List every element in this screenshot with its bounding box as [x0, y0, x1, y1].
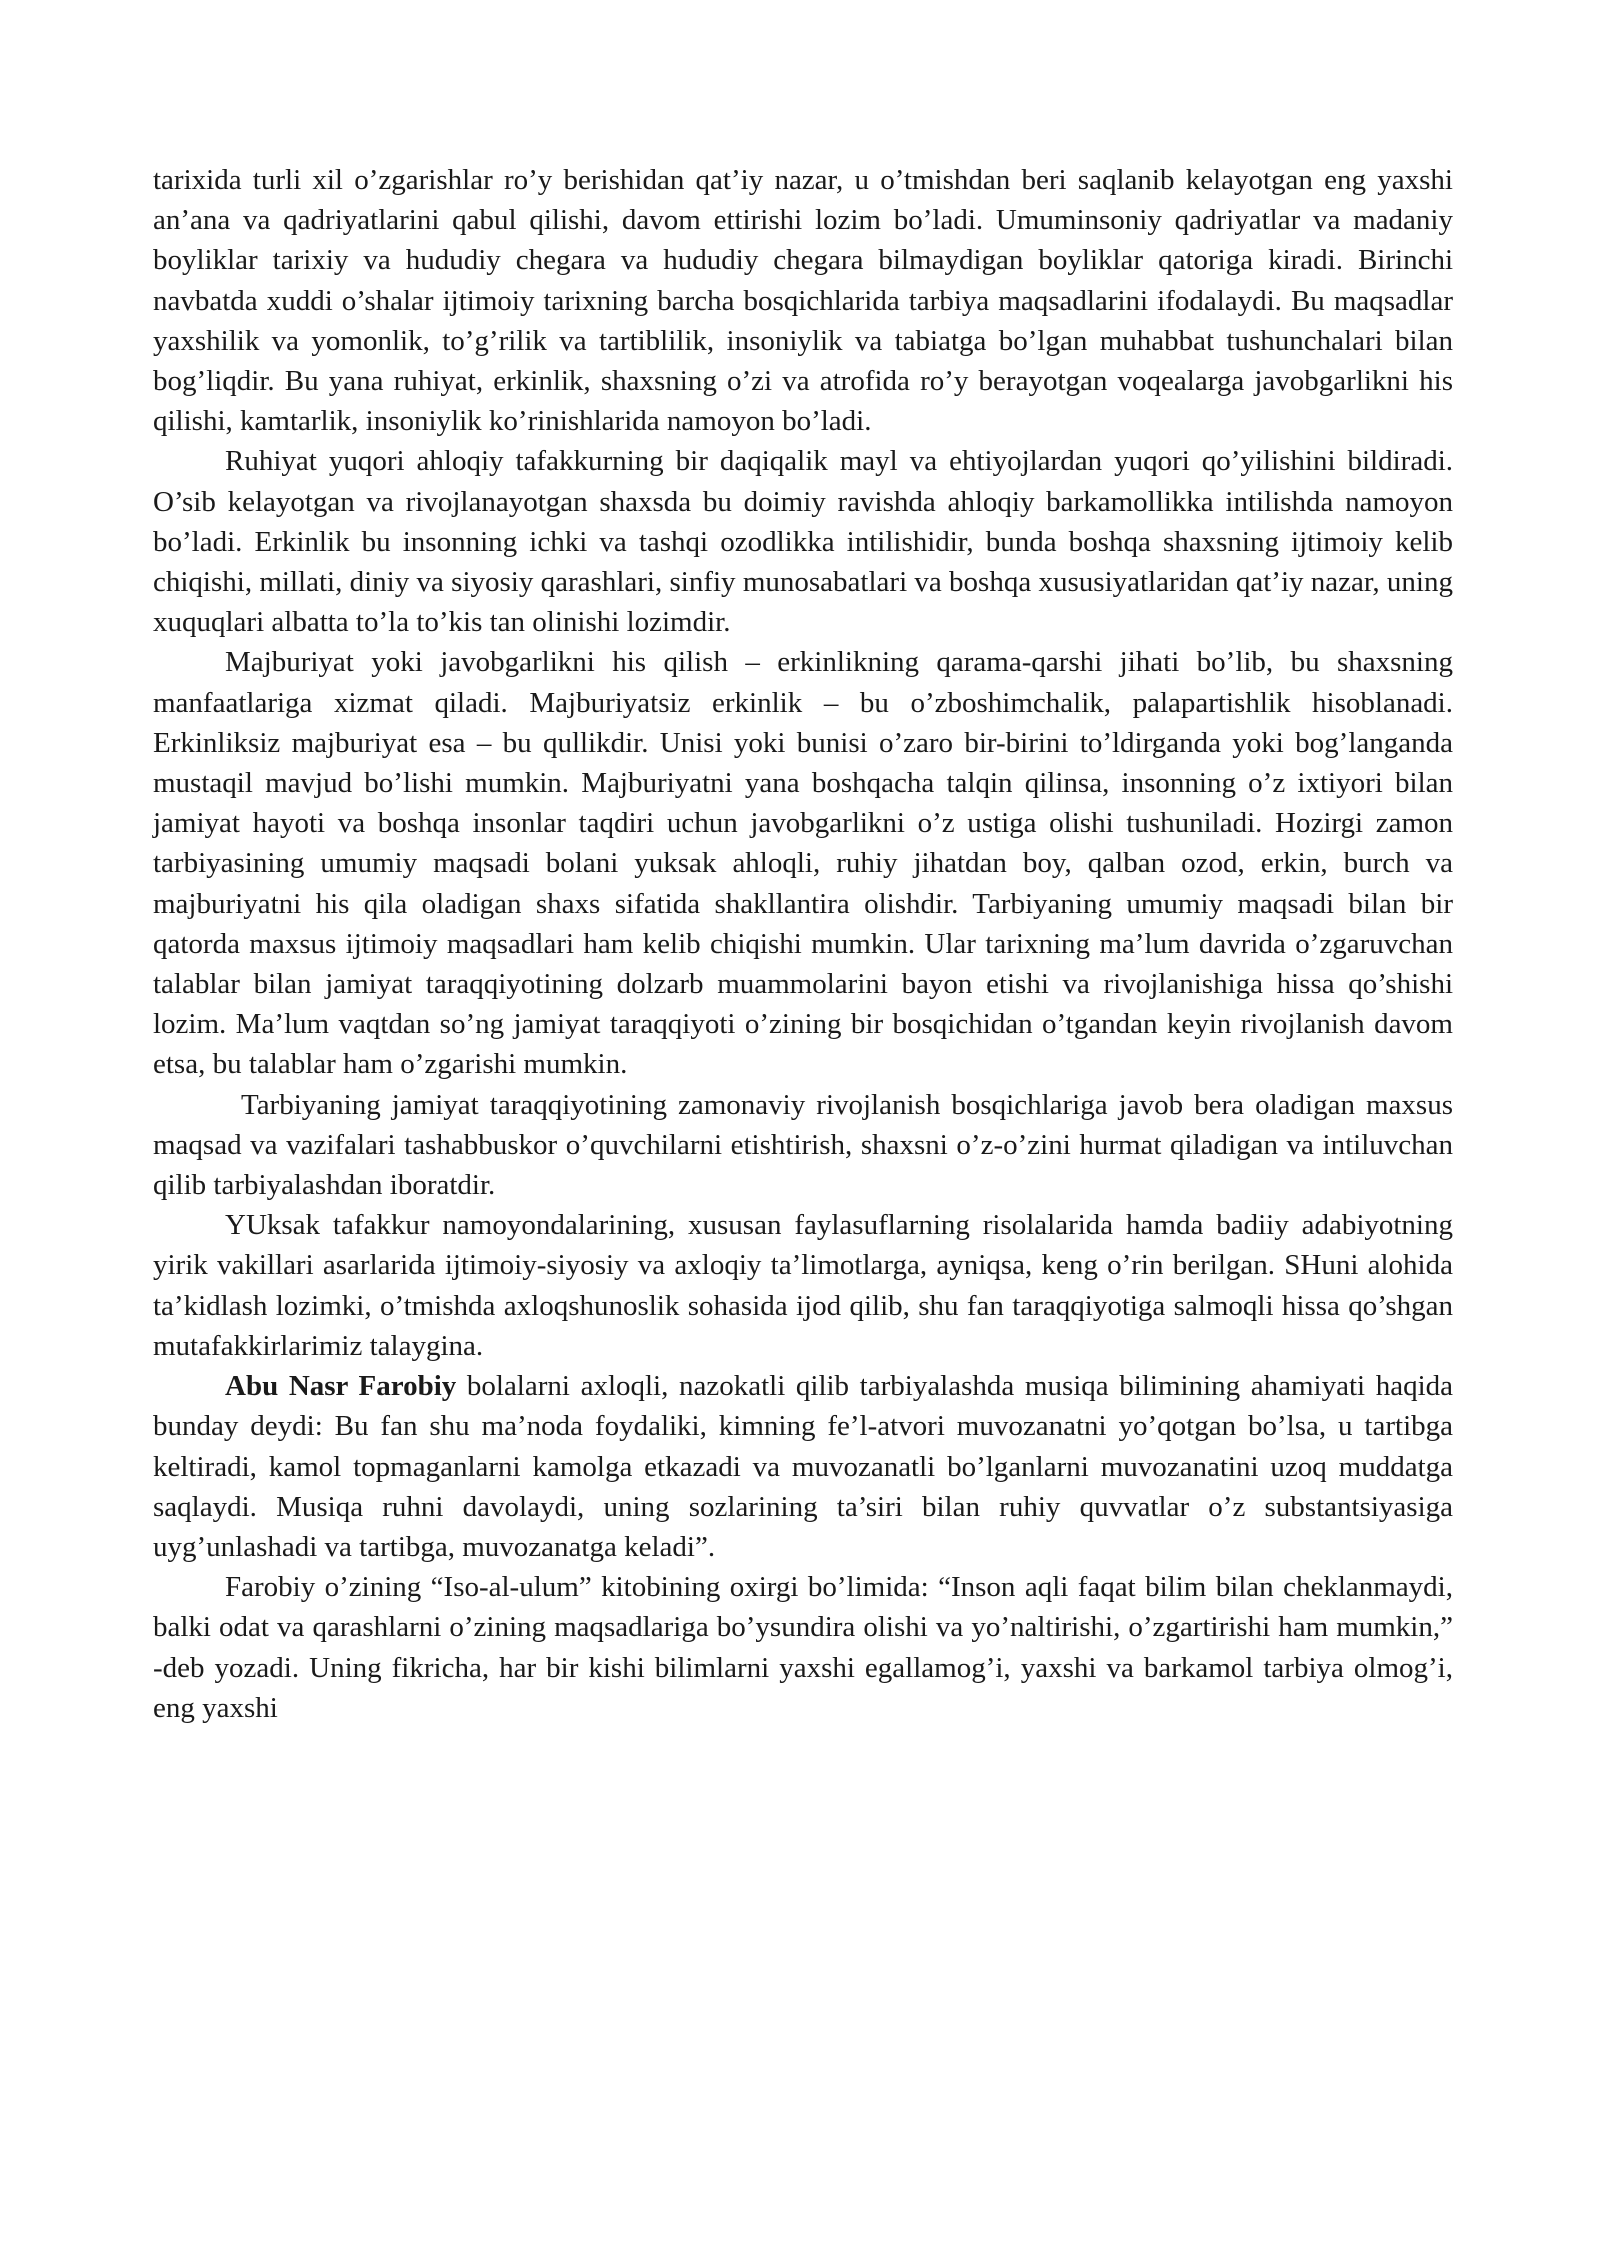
- document-page: [153, 160, 1453, 1728]
- paragraph-ruhiyat: Ruhiyat yuqori ahloqiy tafakkurning bir daqiqalik mayl va ehtiyojlardan yuqori qo’yilishini bildiradi. O’sib kelayotgan va rivojlanayotgan shaxsda bu doimiy ravishda ahloqiy barkamollikka intilishda namoyon bo’ladi. Erkinlik bu insonning ichki va tashqi ozodlikka intilishidir, bunda boshqa shaxsning ijtimoiy kelib chiqishi, millati, diniy va siyosiy qarashlari, sinfiy munosabatlari va boshqa xususiyatlaridan qat’iy nazar, uning xuquqlari albatta to’la to’kis tan olinishi lozimdir.: [153, 445, 1453, 639]
- paragraph-majburiyat: Majburiyat yoki javobgarlikni his qilish – erkinlikning qarama-qarshi jihati bo’lib, bu shaxsning manfaatlariga xizmat qiladi. Majburiyatsiz erkinlik – bu o’zboshimchalik, palapartishlik hisoblanadi. Erkinliksiz majburiyat esa – bu qullikdir. Unisi yoki bunisi o’zaro bir-birini to’ldirganda yoki bog’langanda mustaqil mavjud bo’lishi mumkin. Majburiyatni yana boshqacha talqin qilinsa, insonning o’z ixtiyori bilan jamiyat hayoti va boshqa insonlar taqdiri uchun javobgarlikni o’z ustiga olishi tushuniladi. Hozirgi zamon tarbiyasining umumiy maqsadi bolani yuksak ahloqli, ruhiy jihatdan boy, qalban ozod, erkin, burch va majburiyatni his qila oladigan shaxs sifatida shakllantira olishdir. Tarbiyaning umumiy maqsadi bilan bir qatorda maxsus ijtimoiy maqsadlari ham kelib chiqishi mumkin. Ular tarixning ma’lum davrida o’zgaruvchan talablar bilan jamiyat taraqqiyotining dolzarb muammolarini bayon etishi va rivojlanishiga hissa qo’shishi lozim. Ma’lum vaqtdan so’ng jamiyat taraqqiyoti o’zining bir bosqichidan o’tgandan keyin rivojlanish davom etsa, bu talablar ham o’zgarishi mumkin.: [153, 646, 1453, 1081]
- paragraph-tarbiyaning: Tarbiyaning jamiyat taraqqiyotining zamonaviy rivojlanish bosqichlariga javob bera oladigan maxsus maqsad va vazifalari tashabbuskor o’quvchilarni etishtirish, shaxsni o’z-o’zini hurmat qiladigan va intiluvchan qilib tarbiyalashdan iboratdir.: [153, 1088, 1453, 1202]
- author-name-bold: Abu Nasr Farobiy: [225, 1370, 457, 1403]
- paragraph-yuksak: YUksak tafakkur namoyondalarining, xususan faylasuflarning risolalarida hamda badiiy adabiyotning yirik vakillari asarlarida ijtimoiy-siyosiy va axloqiy ta’limotlarga, ayniqsa, keng o’rin berilgan. SHuni alohida ta’kidlash lozimki, o’tmishda axloqshunoslik sohasida ijod qilib, shu fan taraqqiyotiga salmoqli hissa qo’shgan mutafakkirlarimiz talaygina.: [153, 1209, 1453, 1362]
- paragraph-farobiy-musiqa-text: bolalarni axloqli, nazokatli qilib tarbiyalashda musiqa bilimining ahamiyati haqida bunday deydi: Bu fan shu ma’noda foydaliki, kimning fe’l-atvori muvozanatni yo’qotgan bo’lsa, u tartibga keltiradi, kamol topmaganlarni kamolga etkazadi va muvozanatli bo’lganlarni muvozanatini uzoq muddatga saqlaydi. Musiqa ruhni davolaydi, uning sozlarining ta’siri bilan ruhiy quvvatlar o’z substantsiyasiga uyg’unlashadi va tartibga, muvozanatga keladi”.: [153, 1370, 1453, 1563]
- paragraph-farobiy-musiqa: [153, 1366, 1453, 1567]
- paragraph-farobiy-kitob: Farobiy o’zining “Iso-al-ulum” kitobining oxirgi bo’limida: “Inson aqli faqat bilim bilan cheklanmaydi, balki odat va qarashlarni o’zining maqsadlariga bo’ysundira olishi va yo’naltirishi, o’zgartirishi ham mumkin,” -deb yozadi. Uning fikricha, har bir kishi bilimlarni yaxshi egallamog’i, yaxshi va barkamol tarbiya olmog’i, eng yaxshi: [153, 1571, 1453, 1724]
- paragraph-continuation: tarixida turli xil o’zgarishlar ro’y berishidan qat’iy nazar, u o’tmishdan beri saqlanib kelayotgan eng yaxshi an’ana va qadriyatlarini qabul qilishi, davom ettirishi lozim bo’ladi. Umuminsoniy qadriyatlar va madaniy boyliklar tarixiy va hududiy chegara va hududiy chegara bilmaydigan boyliklar qatoriga kiradi. Birinchi navbatda xuddi o’shalar ijtimoiy tarixning barcha bosqichlarida tarbiya maqsadlarini ifodalaydi. Bu maqsadlar yaxshilik va yomonlik, to’g’rilik va tartiblilik, insoniylik va tabiatga bo’lgan muhabbat tushunchalari bilan bog’liqdir. Bu yana ruhiyat, erkinlik, shaxsning o’zi va atrofida ro’y berayotgan voqealarga javobgarlikni his qilishi, kamtarlik, insoniylik ko’rinishlarida namoyon bo’ladi.: [153, 164, 1453, 438]
